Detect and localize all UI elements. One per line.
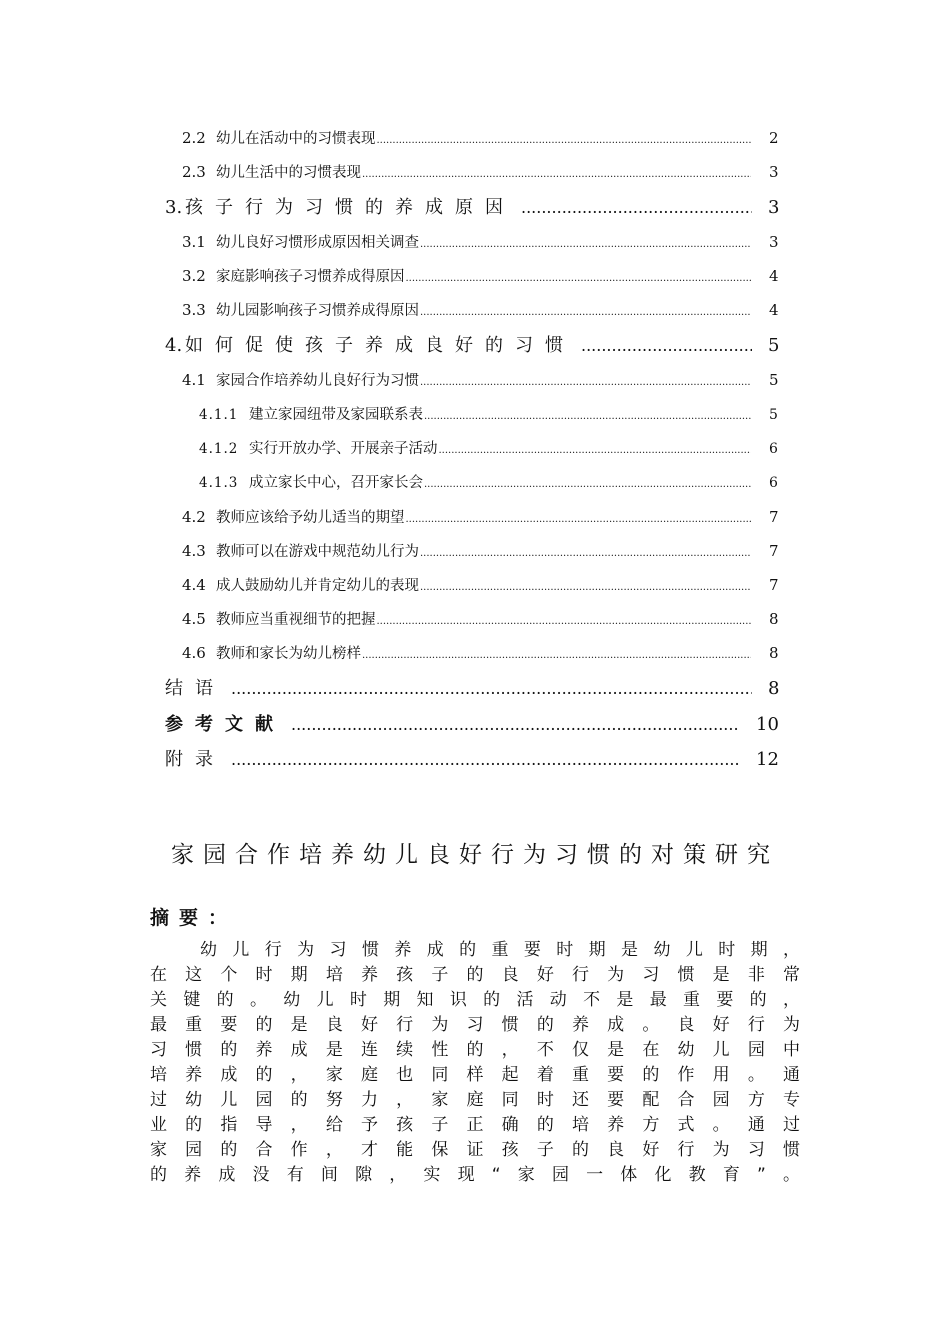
toc-entry[interactable] — [182, 161, 777, 182]
toc-entry-page: 5 — [768, 335, 780, 356]
toc-entry-page: 7 — [769, 542, 779, 560]
toc-entry-page: 5 — [769, 407, 778, 423]
toc-leader-dots — [377, 616, 752, 627]
toc-entry-number: 3.2 — [182, 267, 206, 285]
abstract-line: 幼儿行为习惯养成的重要时期是幼儿时期， — [200, 940, 800, 960]
toc-entry[interactable] — [182, 540, 777, 561]
toc-entry-title: 参考文献 — [165, 714, 285, 735]
toc-entry-page: 7 — [769, 508, 779, 526]
toc-entry-page: 5 — [769, 371, 779, 389]
toc-entry-page: 10 — [756, 714, 779, 735]
toc-entry[interactable] — [165, 710, 778, 736]
toc-leader-dots — [420, 582, 751, 593]
toc-entry-number: 4.3 — [182, 542, 206, 560]
toc-entry-title: 家庭影响孩子习惯养成得原因 — [216, 269, 405, 285]
toc-entry-number: 4.1.2 — [199, 441, 239, 457]
toc-entry-page: 7 — [769, 576, 779, 594]
toc-entry-number: 4.1 — [182, 371, 206, 389]
toc-entry-number: 4.5 — [182, 610, 206, 628]
toc-leader-dots — [231, 679, 752, 698]
toc-entry-title: 孩子行为习惯的养成原因 — [185, 197, 515, 218]
toc-entry-page: 6 — [769, 441, 778, 457]
toc-entry-number: 2.3 — [182, 163, 206, 181]
toc-entry-title: 如何促使孩子养成良好的习惯 — [185, 335, 575, 356]
toc-entry-number: 3.3 — [182, 301, 206, 319]
toc-entry[interactable] — [182, 299, 777, 320]
toc-entry[interactable] — [199, 471, 777, 492]
toc-entry-number: 4.1.1 — [199, 407, 239, 423]
toc-leader-dots — [362, 169, 751, 180]
toc-entry[interactable] — [182, 574, 777, 595]
toc-entry-title: 幼儿良好习惯形成原因相关调查 — [216, 235, 419, 251]
toc-entry-title: 成人鼓励幼儿并肯定幼儿的表现 — [216, 578, 419, 594]
toc-entry[interactable] — [165, 193, 778, 219]
toc-entry[interactable] — [182, 127, 777, 148]
document-title: 家园合作培养幼儿良好行为习惯的对策研究 — [171, 842, 779, 868]
toc-entry-page: 8 — [768, 678, 780, 699]
toc-entry[interactable] — [199, 437, 777, 458]
toc-entry[interactable] — [182, 265, 777, 286]
toc-entry-title: 家园合作培养幼儿良好行为习惯 — [216, 373, 419, 389]
abstract-line: 在这个时期培养孩子的良好行为习惯是非常 — [150, 965, 800, 985]
toc-entry[interactable] — [182, 231, 777, 252]
toc-entry[interactable] — [165, 674, 778, 700]
toc-entry-page: 8 — [769, 644, 779, 662]
toc-entry-page: 3 — [769, 233, 779, 251]
toc-leader-dots — [439, 445, 752, 456]
toc-entry-title: 教师和家长为幼儿榜样 — [216, 646, 361, 662]
toc-entry-number: 4.1.3 — [199, 475, 239, 491]
toc-entry-title: 教师可以在游戏中规范幼儿行为 — [216, 544, 419, 560]
abstract-line: 业的指导，给予孩子正确的培养方式。通过 — [150, 1115, 800, 1135]
toc-leader-dots — [424, 411, 751, 422]
toc-entry-number: 3.1 — [182, 233, 206, 251]
abstract-body — [150, 938, 800, 1188]
toc-entry-title: 结语 — [165, 678, 225, 699]
toc-entry-title: 建立家园纽带及家园联系表 — [249, 407, 423, 423]
abstract-label: 摘要： — [150, 907, 238, 929]
toc-entry-page: 3 — [768, 197, 780, 218]
toc-entry[interactable] — [182, 369, 777, 390]
abstract-line: 过幼儿园的努力，家庭同时还要配合园方专 — [150, 1090, 800, 1110]
toc-leader-dots — [424, 479, 751, 490]
toc-entry-number: 3. — [165, 197, 183, 218]
toc-entry-number: 4. — [165, 335, 183, 356]
toc-leader-dots — [231, 750, 740, 769]
toc-leader-dots — [406, 514, 752, 525]
toc-entry-page: 6 — [769, 475, 778, 491]
toc-entry-page: 4 — [769, 301, 779, 319]
toc-entry-page: 8 — [769, 610, 779, 628]
toc-leader-dots — [521, 198, 752, 217]
toc-leader-dots — [362, 650, 751, 661]
toc-entry-page: 2 — [769, 129, 779, 147]
toc-leader-dots — [291, 715, 740, 734]
toc-entry-title: 教师应该给予幼儿适当的期望 — [216, 510, 405, 526]
abstract-line: 的养成没有间隙，实现“家园一体化教育”。 — [150, 1165, 800, 1185]
toc-leader-dots — [581, 336, 752, 355]
toc-entry[interactable] — [182, 608, 777, 629]
toc-leader-dots — [420, 548, 751, 559]
toc-leader-dots — [406, 273, 752, 284]
toc-entry-number: 4.4 — [182, 576, 206, 594]
toc-entry-page: 3 — [769, 163, 779, 181]
toc-entry-title: 幼儿生活中的习惯表现 — [216, 165, 361, 181]
toc-leader-dots — [377, 135, 752, 146]
toc-entry-number: 4.2 — [182, 508, 206, 526]
toc-entry-number: 2.2 — [182, 129, 206, 147]
toc-entry-page: 12 — [756, 749, 779, 770]
toc-entry[interactable] — [199, 403, 777, 424]
toc-leader-dots — [420, 377, 751, 388]
toc-leader-dots — [420, 307, 751, 318]
toc-entry-title: 成立家长中心，召开家长会 — [249, 475, 423, 491]
toc-entry-title: 附录 — [165, 749, 225, 770]
toc-entry-page: 4 — [769, 267, 779, 285]
toc-entry-number: 4.6 — [182, 644, 206, 662]
toc-entry-title: 幼儿在活动中的习惯表现 — [216, 131, 376, 147]
toc-entry[interactable] — [182, 506, 777, 527]
toc-leader-dots — [420, 239, 751, 250]
abstract-line: 关键的。幼儿时期知识的活动不是最重要的， — [150, 990, 800, 1010]
toc-entry-title: 幼儿园影响孩子习惯养成得原因 — [216, 303, 419, 319]
abstract-line: 习惯的养成是连续性的，不仅是在幼儿园中 — [150, 1040, 800, 1060]
toc-entry[interactable] — [182, 642, 777, 663]
toc-entry-title: 教师应当重视细节的把握 — [216, 612, 376, 628]
abstract-line: 培养成的，家庭也同样起着重要的作用。通 — [150, 1065, 800, 1085]
abstract-line: 最重要的是良好行为习惯的养成。良好行为 — [150, 1015, 800, 1035]
toc-entry[interactable] — [165, 331, 778, 357]
toc-entry-title: 实行开放办学、开展亲子活动 — [249, 441, 438, 457]
abstract-line: 家园的合作，才能保证孩子的良好行为习惯 — [150, 1140, 800, 1160]
toc-entry[interactable] — [165, 745, 778, 771]
